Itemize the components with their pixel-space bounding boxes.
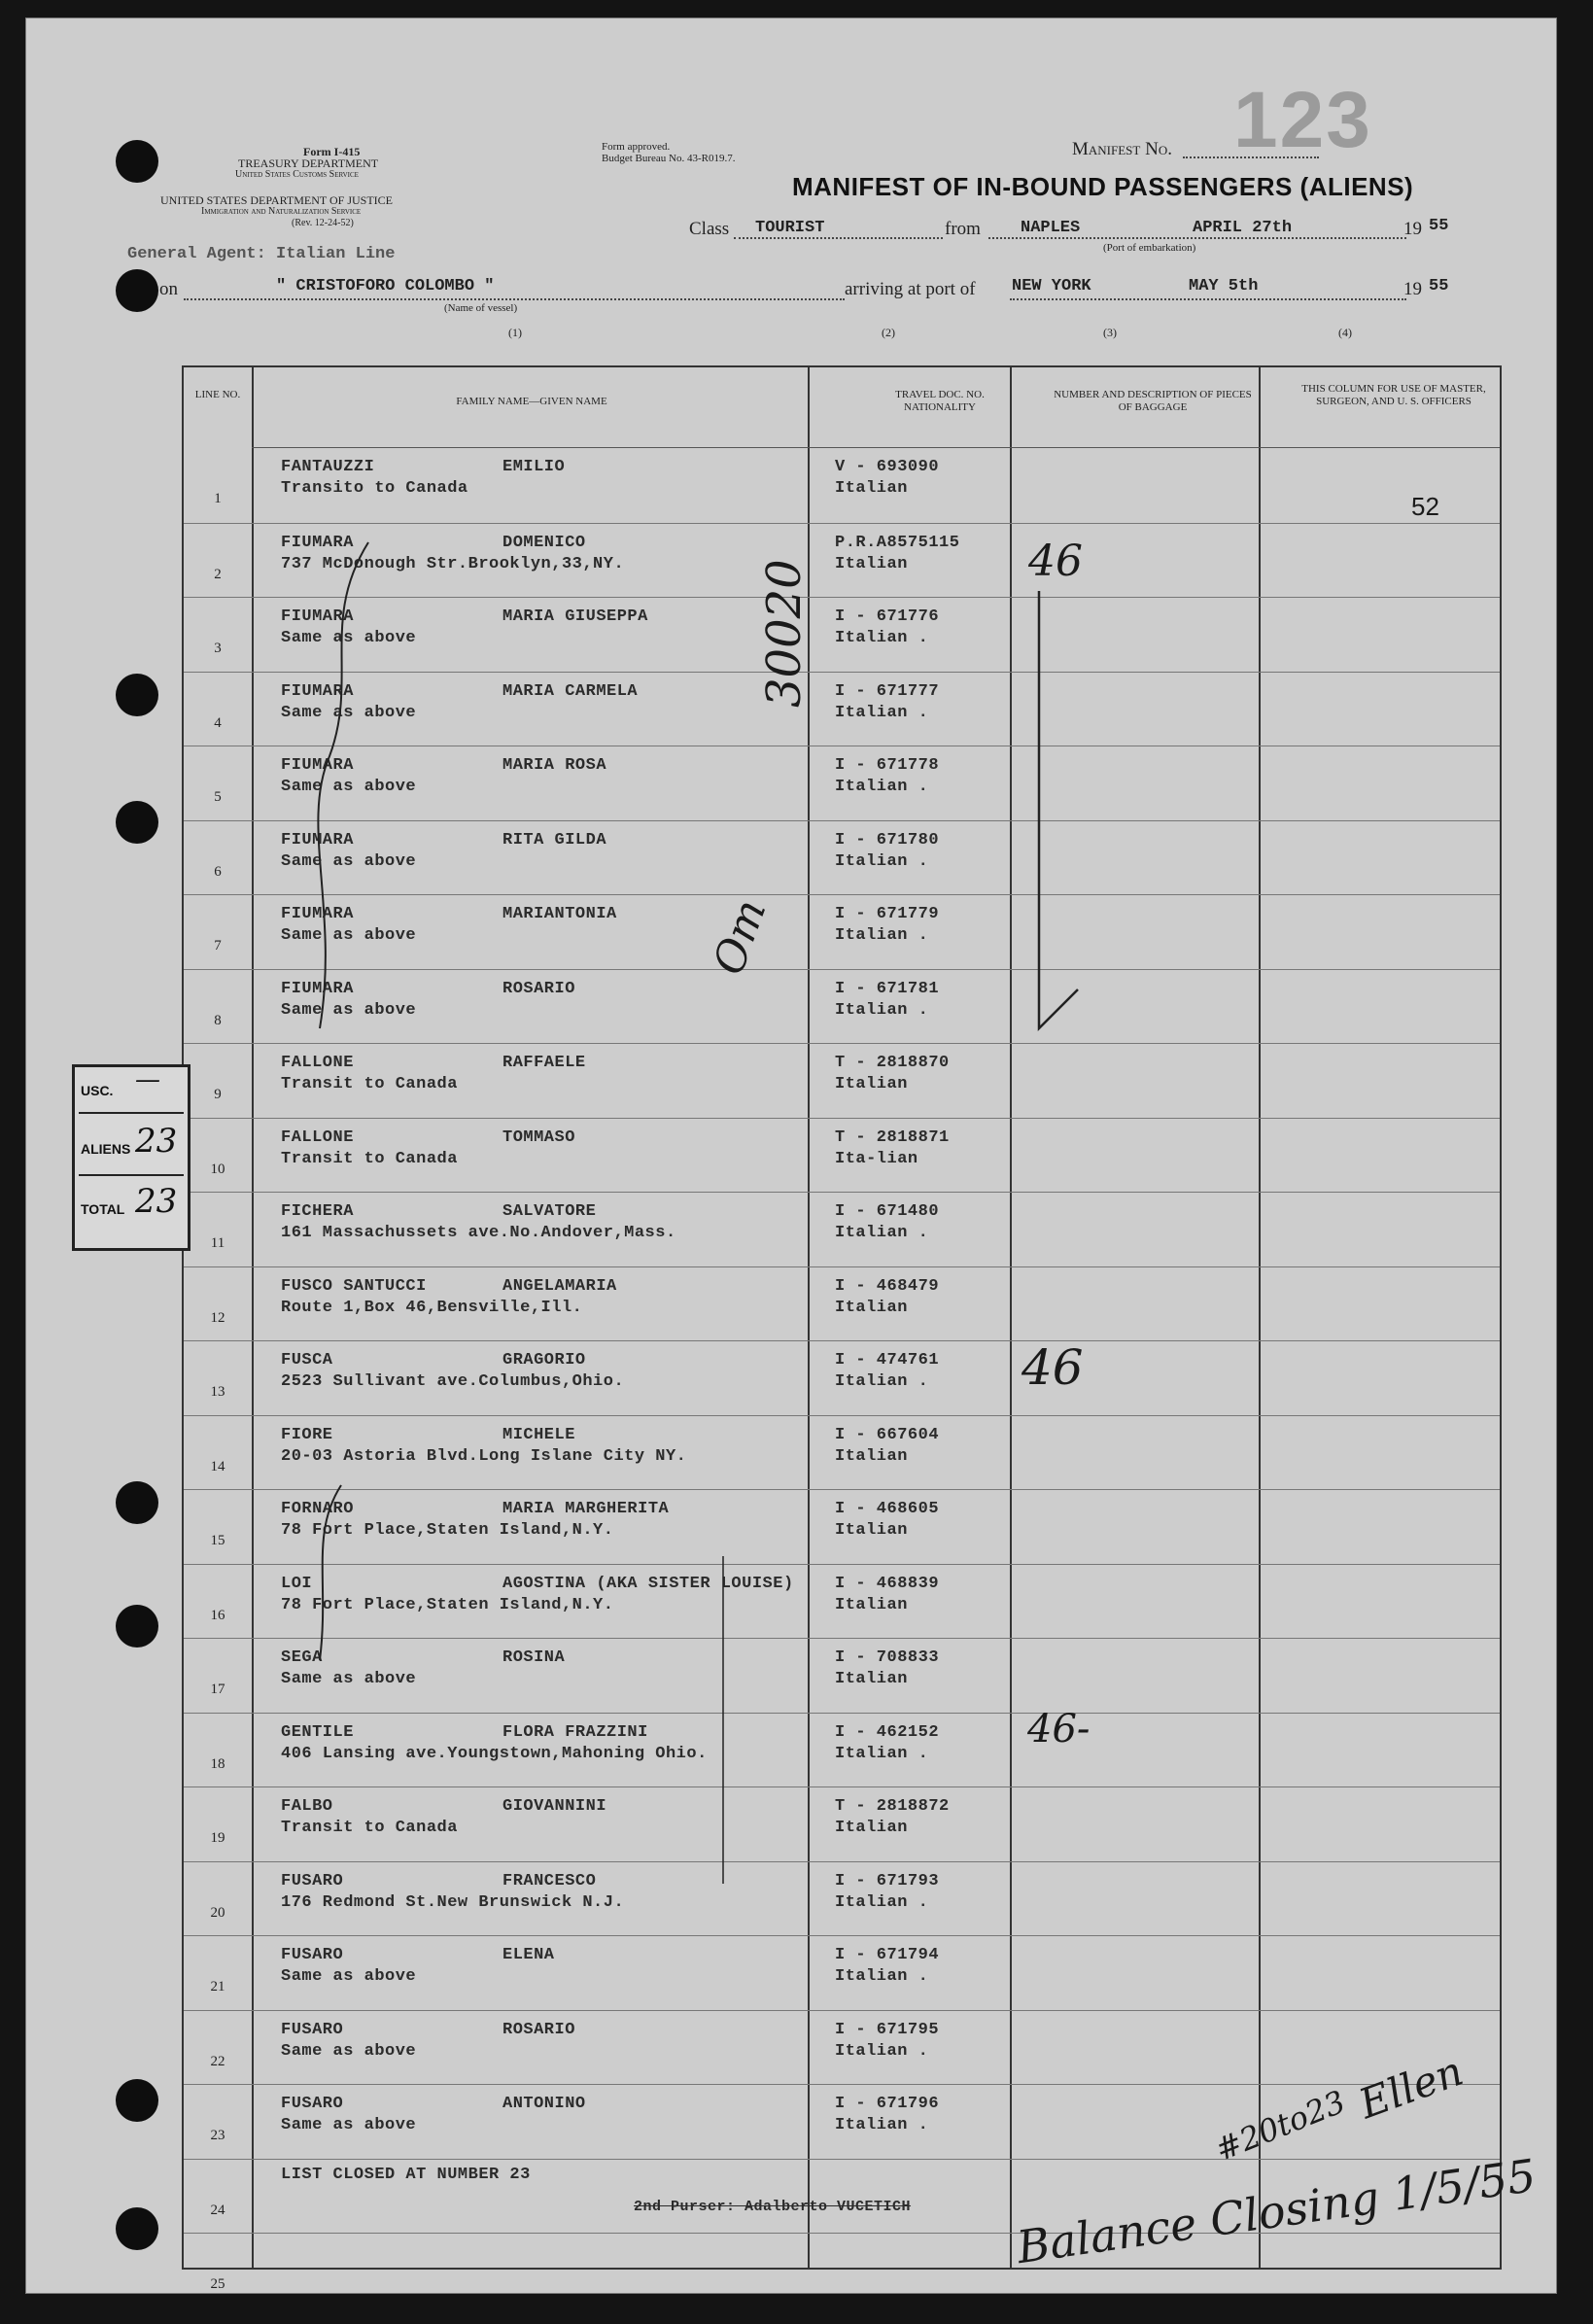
col-number-4: (4) [1338,326,1352,339]
address: Transit to Canada [281,1149,458,1168]
address: 78 Fort Place,Staten Island,N.Y. [281,1595,614,1614]
col-number-2: (2) [882,326,895,339]
address: 78 Fort Place,Staten Island,N.Y. [281,1521,614,1540]
travel-doc: I - 671795 [835,2020,940,2039]
nationality: Italian . [835,926,929,945]
line-number: 20 [210,1904,225,1921]
given-name: ROSINA [502,1648,566,1667]
family-name: FANTAUZZI [281,458,375,476]
col-header-line: LINE NO. [194,389,241,400]
baggage-count-2: 46 [1022,1339,1084,1396]
aliens-value: 23 [135,1122,178,1161]
nationality: Italian [835,1446,908,1466]
baggage-count-1: 46 [1028,537,1083,586]
travel-doc: V - 693090 [835,458,940,476]
nationality: Italian . [835,2041,929,2061]
family-name: FICHERA [281,1202,354,1221]
family-name: FIUMARA [281,979,354,998]
class-value: TOURIST [755,219,825,237]
line-number: 17 [210,1682,225,1697]
line-number: 12 [210,1309,225,1326]
manifest-page [25,17,1557,2294]
line-number: 11 [210,1235,225,1251]
given-name: MARIA CARMELA [502,681,639,701]
given-name: TOMMASO [502,1127,575,1147]
year-value-2: 55 [1429,277,1449,295]
travel-doc: I - 671778 [835,756,940,775]
col-header-travel: TRAVEL DOC. NO. NATIONALITY [895,389,985,413]
line-number: 14 [210,1458,225,1474]
address: Transit to Canada [281,1819,458,1837]
manifest-number-stamp: 123 [1233,76,1372,164]
nationality: Italian . [835,2116,929,2134]
address: 161 Massachussets ave.No.Andover,Mass. [281,1224,676,1242]
address: Transit to Canada [281,1075,458,1093]
family-name: GENTILE [281,1722,354,1742]
nationality: Italian [835,1521,908,1540]
travel-doc: I - 468605 [835,1500,940,1518]
line-number: 3 [214,641,222,656]
nationality: Italian [835,1075,908,1093]
address: Same as above [281,778,417,796]
closing-signature: Balance Closing 1/5/55 [1013,2148,1540,2274]
line-number: 6 [214,863,222,880]
given-name: ROSARIO [502,2020,575,2039]
nationality: Italian . [835,703,929,722]
nationality: Italian . [835,1967,929,1986]
address: Transito to Canada [281,479,468,498]
given-name: EMILIO [502,458,566,476]
line-number: 9 [214,1087,222,1102]
purser-note: 2nd Purser: Adalberto VUCETICH [634,2198,912,2215]
travel-doc: I - 671777 [835,681,940,701]
address: Same as above [281,1670,417,1688]
departure-date: APRIL 27th [1193,219,1293,237]
from-label: from [945,219,981,239]
address: 737 McDonough Str.Brooklyn,33,NY. [281,554,625,573]
family-name: FIUMARA [281,607,354,626]
address: Same as above [281,2041,417,2061]
line-number: 13 [210,1384,225,1400]
family-name: FALBO [281,1797,333,1816]
travel-doc: I - 671480 [835,1202,940,1221]
binder-hole [116,674,158,716]
family-name: FUSCO SANTUCCI [281,1276,427,1296]
class-dots [734,237,943,239]
family-name: LOI [281,1574,313,1593]
line-number: 19 [210,1830,225,1846]
col-number-1: (1) [508,326,522,339]
family-name: FUSARO [281,2095,344,2113]
from-dots [988,237,1406,239]
line-number: 22 [210,2053,225,2069]
family-name: FUSCA [281,1351,333,1370]
given-name: FRANCESCO [502,1871,597,1890]
usc-value: — [135,1065,160,1094]
family-name: SEGA [281,1648,323,1667]
form-number: Form I-415 [303,145,361,158]
nationality: Italian . [835,1224,929,1242]
box-rule [79,1174,184,1176]
travel-doc: T - 2818870 [835,1054,950,1072]
binder-hole [116,1605,158,1648]
address: 2523 Sullivant ave.Columbus,Ohio. [281,1372,625,1391]
arrival-date: MAY 5th [1189,277,1259,295]
vessel-name: " CRISTOFORO COLOMBO " [276,277,495,295]
nationality: Italian . [835,1000,929,1020]
address: Same as above [281,2116,417,2134]
travel-doc: I - 468839 [835,1574,940,1593]
given-name: RAFFAELE [502,1054,586,1072]
binder-hole [116,140,158,183]
given-name: SALVATORE [502,1202,597,1221]
dept-treasury: TREASURY DEPARTMENT [238,156,379,170]
given-name: ELENA [502,1946,555,1964]
col-number-3: (3) [1103,326,1117,339]
line-number: 16 [210,1607,225,1623]
nationality: Italian . [835,1744,929,1763]
nationality: Italian . [835,629,929,647]
line-number: 21 [210,1979,225,1994]
line-number: 1 [214,491,222,506]
given-name: MARIA ROSA [502,756,607,775]
travel-doc: I - 708833 [835,1648,940,1667]
line-number: 2 [214,566,222,582]
class-label: Class [689,219,730,239]
nationality: Italian [835,1595,908,1614]
address: Same as above [281,703,417,722]
revision: (Rev. 12-24-52) [292,218,354,228]
totals-box [72,1064,190,1251]
given-name: GIOVANNINI [502,1797,607,1816]
nationality: Italian [835,479,908,498]
address: Same as above [281,629,417,647]
travel-doc: I - 462152 [835,1722,940,1742]
given-name: MARIA GIUSEPPA [502,607,648,626]
binder-hole [116,801,158,844]
travel-doc: I - 671781 [835,979,940,998]
form-approved: Form approved. [602,141,671,153]
given-name: MARIA MARGHERITA [502,1500,670,1518]
line-number: 23 [210,2128,225,2143]
binder-hole [116,2207,158,2250]
list-closed-note: LIST CLOSED AT NUMBER 23 [281,2165,531,2184]
travel-doc: I - 474761 [835,1351,940,1370]
port-embark-caption: (Port of embarkation) [1103,242,1196,254]
dept-immigration: Immigration and Naturalization Service [201,206,362,217]
line-number: 15 [210,1533,225,1548]
arrival-port: NEW YORK [1012,277,1091,295]
family-name: FIORE [281,1425,333,1444]
family-name: FIUMARA [281,905,354,923]
nationality: Italian [835,1298,908,1317]
travel-doc: I - 468479 [835,1276,940,1296]
usc-label: USC. [81,1083,114,1098]
travel-doc: I - 671793 [835,1871,940,1890]
general-agent: General Agent: Italian Line [127,245,396,263]
given-name: RITA GILDA [502,830,607,850]
family-name: FUSARO [281,1871,344,1890]
dept-customs: United States Customs Service [235,169,359,180]
col-header-officers: THIS COLUMN FOR USE OF MASTER, SURGEON, AND U. S. OFFICERS [1301,383,1486,407]
line-number: 10 [210,1161,225,1177]
on-label: on [159,279,178,299]
from-value: NAPLES [1021,219,1081,237]
given-name: DOMENICO [502,533,586,552]
given-name: AGOSTINA (AKA SISTER LOUISE) [502,1574,794,1593]
line-number: 18 [210,1755,225,1772]
travel-doc: I - 671780 [835,830,940,850]
total-label: TOTAL [81,1201,125,1217]
nationality: Italian [835,554,908,573]
given-name: MICHELE [502,1425,575,1444]
nationality: Ita-lian [835,1149,918,1168]
address: 176 Redmond St.New Brunswick N.J. [281,1892,625,1912]
arrival-dots [1010,298,1406,300]
address: Route 1,Box 46,Bensville,Ill. [281,1298,583,1317]
address: Same as above [281,926,417,945]
given-name: ANTONINO [502,2095,586,2113]
family-name: FIUMARA [281,533,354,552]
family-name: FIUMARA [281,681,354,701]
family-name: FUSARO [281,1946,344,1964]
family-name: FIUMARA [281,756,354,775]
line-number: 25 [210,2276,225,2292]
travel-doc: I - 667604 [835,1425,940,1444]
address: 406 Lansing ave.Youngstown,Mahoning Ohio. [281,1744,708,1763]
given-name: ANGELAMARIA [502,1276,617,1296]
travel-doc: I - 671776 [835,607,940,626]
vessel-dots [184,298,845,300]
initials: Om [704,892,777,982]
handwritten-note-1: #20to23 [1209,2083,1351,2168]
travel-doc: I - 671796 [835,2095,940,2113]
nationality: Italian . [835,851,929,871]
travel-doc: P.R.A8575115 [835,533,960,552]
baggage-bracket-lines [184,367,1500,2268]
box-rule [79,1112,184,1114]
side-numbers: 30020 [757,559,812,708]
family-name: FIUMARA [281,830,354,850]
aliens-label: ALIENS [81,1141,131,1157]
travel-doc: T - 2818871 [835,1127,950,1147]
handwritten-note-2: Ellen [1352,2046,1470,2129]
travel-doc: T - 2818872 [835,1797,950,1816]
line-number: 8 [214,1012,222,1028]
family-name: FALLONE [281,1054,354,1072]
family-name: FUSARO [281,2020,344,2039]
manifest-label: Manifest No. [1072,139,1172,159]
arriving-label: arriving at port of [845,279,976,299]
travel-doc: I - 671794 [835,1946,940,1964]
given-name: MARIANTONIA [502,905,617,923]
col-header-name: FAMILY NAME—GIVEN NAME [456,396,607,407]
total-value: 23 [135,1182,178,1221]
given-name: ROSARIO [502,979,575,998]
travel-doc: I - 671779 [835,905,940,923]
nationality: Italian . [835,1372,929,1391]
family-name: FORNARO [281,1500,354,1518]
nationality: Italian [835,1670,908,1688]
binder-hole [116,1481,158,1524]
address: Same as above [281,1967,417,1986]
nationality: Italian . [835,1892,929,1912]
nationality: Italian . [835,778,929,796]
address: 20-03 Astoria Blvd.Long Islane City NY. [281,1446,687,1466]
given-name: GRAGORIO [502,1351,586,1370]
binder-hole [116,2079,158,2122]
year-label-1: 19 [1403,219,1422,239]
budget-bureau: Budget Bureau No. 43-R019.7. [602,153,736,164]
given-name: FLORA FRAZZINI [502,1722,648,1742]
line-number: 24 [210,2202,225,2218]
line-number: 7 [214,938,222,954]
year-label-2: 19 [1403,279,1422,299]
officer-mark: 52 [1411,492,1439,521]
vessel-caption: (Name of vessel) [444,302,518,314]
dept-justice: UNITED STATES DEPARTMENT OF JUSTICE [160,193,394,207]
line-number: 4 [214,714,222,731]
page-title: MANIFEST OF IN-BOUND PASSENGERS (ALIENS) [792,172,1414,201]
address: Same as above [281,851,417,871]
nationality: Italian [835,1819,908,1837]
binder-hole [116,269,158,312]
passenger-table [182,365,1540,2292]
col-header-baggage: NUMBER AND DESCRIPTION OF PIECES OF BAGGAGE [1054,389,1252,413]
baggage-count-3: 46- [1027,1707,1091,1752]
line-number: 5 [214,789,222,805]
year-value-1: 55 [1429,217,1449,235]
address: Same as above [281,1000,417,1020]
family-name: FALLONE [281,1127,354,1147]
